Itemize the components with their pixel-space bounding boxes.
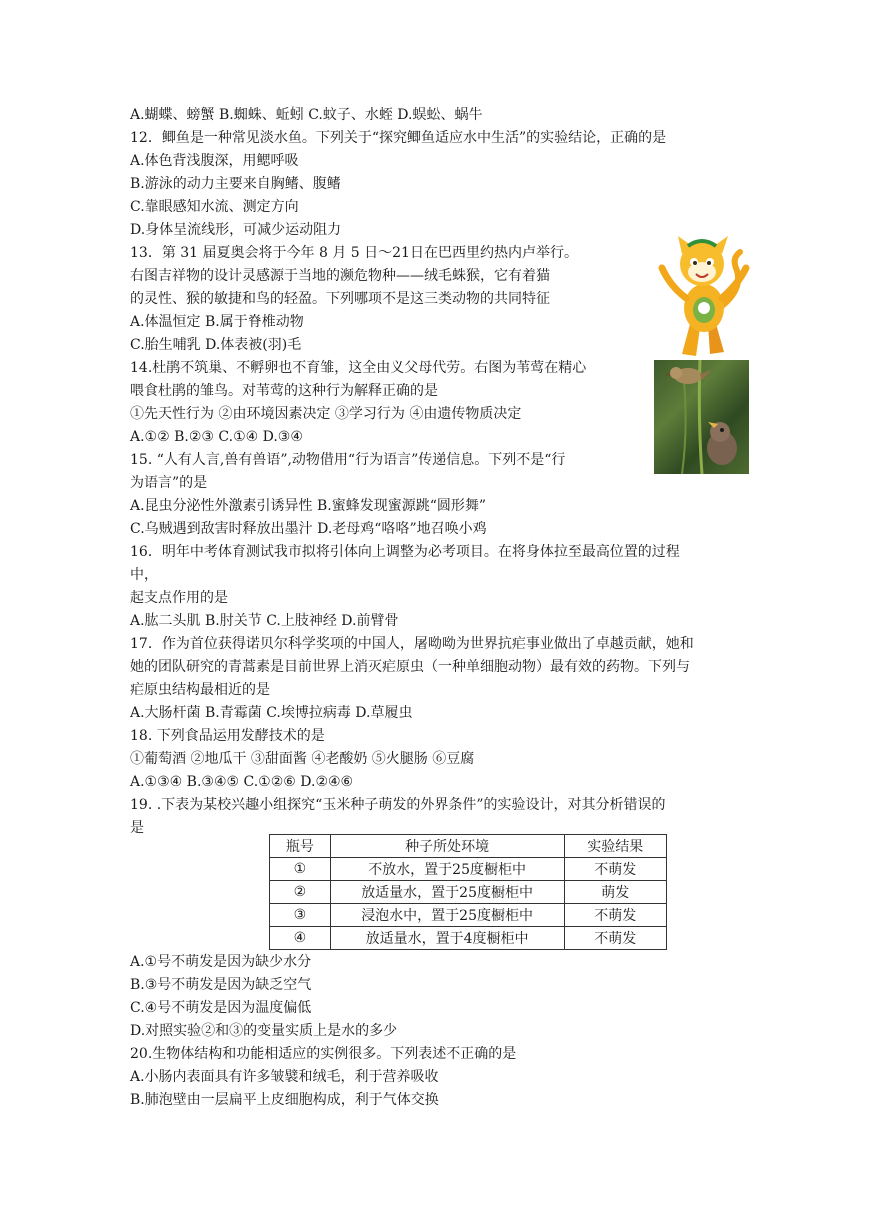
q17-stem-line3: 疟原虫结构最相近的是	[130, 682, 270, 698]
q13-stem-line2: 右图吉祥物的设计灵感源于当地的濒危物种——绒毛蛛猴，它有着猫	[130, 268, 550, 284]
q12-stem: 12．鲫鱼是一种常见淡水鱼。下列关于“探究鲫鱼适应水中生活”的实验结论，正确的是	[130, 130, 667, 146]
table-header-cell: 瓶号	[270, 835, 331, 858]
table-cell: 不萌发	[564, 927, 667, 950]
q12-option-a: A.体色背浅腹深，用鳃呼吸	[130, 153, 299, 169]
q13-stem-line1: 13．第 31 届夏奥会将于今年 8 月 5 日～21日在巴西里约热内卢举行。	[130, 245, 578, 261]
table-cell: 浸泡水中，置于25度橱柜中	[330, 904, 564, 927]
q12-option-c: C.靠眼感知水流、测定方向	[130, 199, 299, 215]
q15-stem-line2: 为语言”的是	[130, 475, 208, 491]
olympic-mascot-image	[652, 228, 756, 360]
q14-stem-line2: 喂食杜鹃的雏鸟。对苇莺的这种行为解释正确的是	[130, 383, 438, 399]
q19-option-a: A.①号不萌发是因为缺少水分	[130, 954, 312, 970]
q19-option-b: B.③号不萌发是因为缺乏空气	[130, 977, 312, 993]
q17-options: A.大肠杆菌 B.青霉菌 C.埃博拉病毒 D.草履虫	[130, 705, 413, 721]
table-row	[270, 881, 667, 904]
q16-stem-line3: 起支点作用的是	[130, 590, 228, 606]
table-row	[270, 927, 667, 950]
q14-options: A.①② B.②③ C.①④ D.③④	[130, 429, 303, 445]
table-cell: 不放水，置于25度橱柜中	[330, 858, 564, 881]
q18-options: A.①③④ B.③④⑤ C.①②⑥ D.②④⑥	[130, 774, 354, 790]
table-header-cell: 种子所处环境	[330, 835, 564, 858]
table-cell: 萌发	[564, 881, 667, 904]
q15-stem-line1: 15. “人有人言,兽有兽语”,动物借用“行为语言”传递信息。下列不是“行	[130, 452, 566, 468]
q20-stem: 20.生物体结构和功能相适应的实例很多。下列表述不正确的是	[130, 1046, 517, 1062]
q20-option-a: A.小肠内表面具有许多皱襞和绒毛，利于营养吸收	[130, 1069, 439, 1085]
q17-stem-line1: 17．作为首位获得诺贝尔科学奖项的中国人，屠呦呦为世界抗疟事业做出了卓越贡献，她和	[130, 636, 694, 652]
q20-option-b: B.肺泡壁由一层扁平上皮细胞构成，利于气体交换	[130, 1092, 439, 1108]
q14-stem-line1: 14.杜鹃不筑巢、不孵卵也不育雏，这全由义父母代劳。右图为苇莺在精心	[130, 360, 587, 376]
q12-option-d: D.身体呈流线形，可减少运动阻力	[130, 222, 342, 238]
reed-warbler-feeding-cuckoo-photo	[654, 360, 749, 474]
experiment-table	[269, 834, 667, 950]
table-header-row	[270, 835, 667, 858]
q18-items: ①葡萄酒 ②地瓜干 ③甜面酱 ④老酸奶 ⑤火腿肠 ⑥豆腐	[130, 751, 475, 767]
table-cell: 放适量水，置于4度橱柜中	[330, 927, 564, 950]
table-cell: ③	[270, 904, 331, 927]
table-header-cell: 实验结果	[564, 835, 667, 858]
q11-options: A.蝴蝶、螃蟹 B.蜘蛛、蚯蚓 C.蚊子、水蛭 D.蜈蚣、蜗牛	[130, 107, 483, 123]
q16-stem-line2: 中，	[130, 567, 158, 583]
table-cell: 放适量水，置于25度橱柜中	[330, 881, 564, 904]
q19-stem-line2: 是	[130, 820, 144, 836]
table-cell: ④	[270, 927, 331, 950]
q17-stem-line2: 她的团队研究的青蒿素是目前世界上消灭疟原虫（一种单细胞动物）最有效的药物。下列与	[130, 659, 690, 675]
q15-options-cd: C.乌贼遇到敌害时释放出墨汁 D.老母鸡“咯咯”地召唤小鸡	[130, 521, 487, 537]
table-row	[270, 904, 667, 927]
q19-option-c: C.④号不萌发是因为温度偏低	[130, 1000, 312, 1016]
table-cell: ②	[270, 881, 331, 904]
q16-stem-line1: 16．明年中考体育测试我市拟将引体向上调整为必考项目。在将身体拉至最高位置的过程	[130, 544, 680, 560]
table-cell: 不萌发	[564, 904, 667, 927]
table-cell: 不萌发	[564, 858, 667, 881]
table-cell: ①	[270, 858, 331, 881]
table-row	[270, 858, 667, 881]
q19-stem-line1: 19. .下表为某校兴趣小组探究“玉米种子萌发的外界条件”的实验设计，对其分析错误的	[130, 797, 666, 813]
q13-stem-line3: 的灵性、猴的敏捷和鸟的轻盈。下列哪项不是这三类动物的共同特征	[130, 291, 550, 307]
q13-options-cd: C.胎生哺乳 D.体表被(羽)毛	[130, 337, 302, 353]
q16-options: A.肱二头肌 B.肘关节 C.上肢神经 D.前臂骨	[130, 613, 399, 629]
q13-options-ab: A.体温恒定 B.属于脊椎动物	[130, 314, 304, 330]
q14-statements: ①先天性行为 ②由环境因素决定 ③学习行为 ④由遗传物质决定	[130, 406, 522, 422]
q18-stem: 18. 下列食品运用发酵技术的是	[130, 728, 325, 744]
q12-option-b: B.游泳的动力主要来自胸鳍、腹鳍	[130, 176, 341, 192]
q19-option-d: D.对照实验②和③的变量实质上是水的多少	[130, 1023, 398, 1039]
q15-options-ab: A.昆虫分泌性外激素引诱异性 B.蜜蜂发现蜜源跳“圆形舞”	[130, 498, 487, 514]
